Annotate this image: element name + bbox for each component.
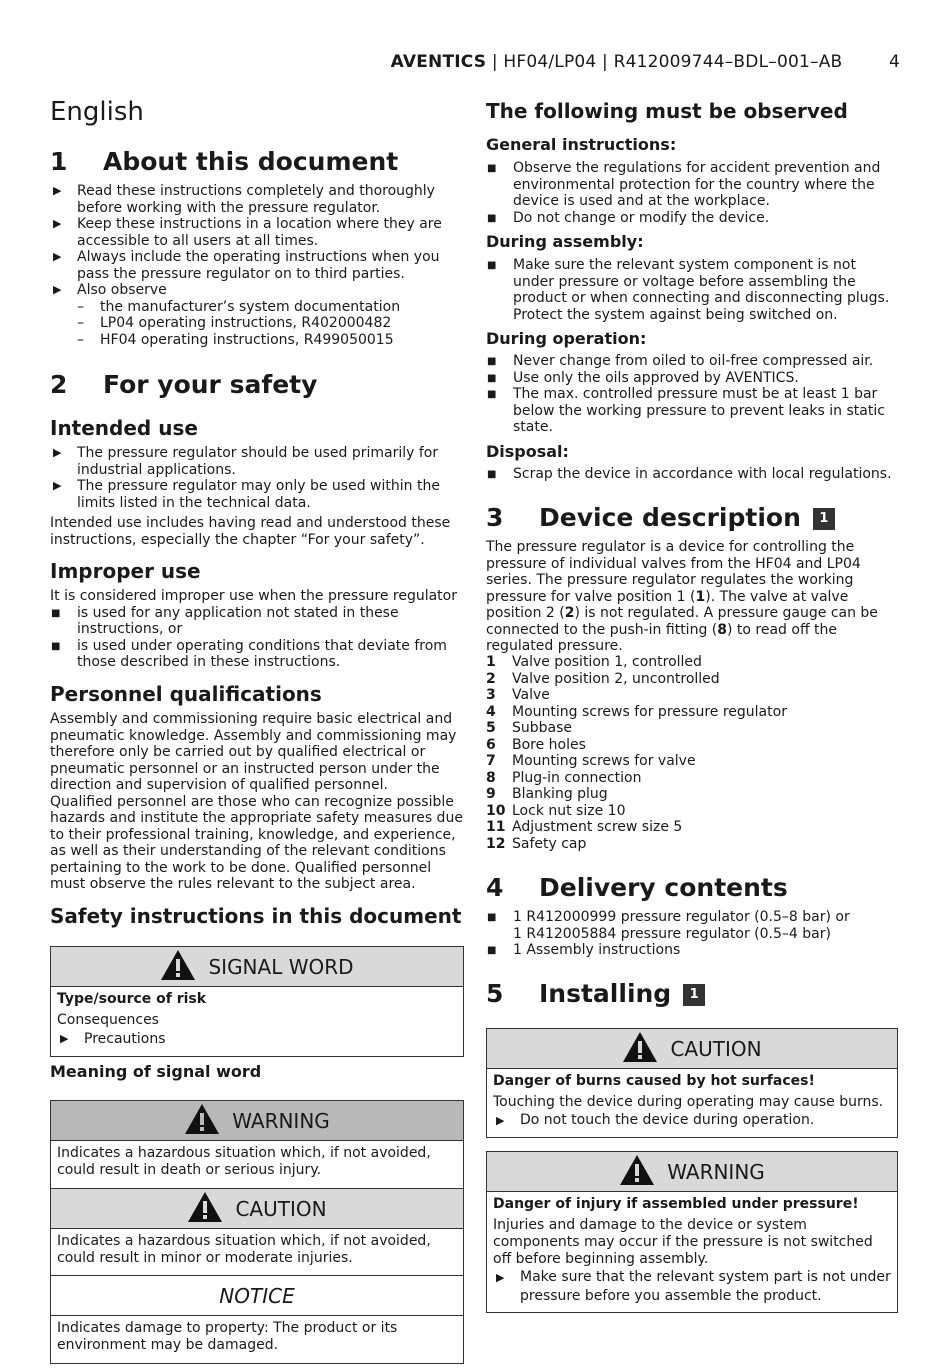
legend-item: 12 Safety cap: [486, 835, 587, 852]
list-item: ■ Never change from oiled to oil-free compressed air.: [487, 353, 874, 369]
consequences: Touching the device during operating may cause burns.: [493, 1094, 884, 1110]
figure-reference-badge: 1: [813, 508, 835, 530]
caution-box: [486, 1028, 898, 1138]
warning-triangle-icon: [184, 1103, 220, 1135]
arrow-bullet-icon: ▶: [496, 1114, 505, 1127]
warning-meaning: Indicates a hazardous situation which, if not avoided, could result in death or serious injury.: [51, 1141, 463, 1189]
consequences: Injuries and damage to the device or system components may occur if the pressure is not switched off before beginning assembly.: [493, 1217, 873, 1267]
sub-list-item: – the manufacturer’s system documentation: [77, 298, 401, 315]
brand-name: AVENTICS: [390, 52, 487, 72]
list-item: ■ is used for any application not stated in these instructions, or: [51, 604, 399, 637]
page-number: 4: [888, 52, 900, 72]
precautions: ▶ Do not touch the device during operation.: [496, 1112, 815, 1128]
list-item: ■ Scrap the device in accordance with local regulations.: [487, 466, 892, 482]
arrow-bullet-icon: ▶: [53, 479, 62, 492]
operation-list: [486, 353, 898, 436]
delivery-list: [486, 909, 898, 959]
section-3-heading: [486, 503, 898, 532]
square-bullet-icon: ■: [487, 469, 497, 480]
general-instructions-list: [486, 160, 898, 226]
caution-bar: CAUTION: [487, 1029, 897, 1069]
square-bullet-icon: ■: [51, 640, 61, 652]
risk-type: Danger of injury if assembled under pressure!: [493, 1196, 859, 1212]
warning-bar: WARNING: [51, 1101, 463, 1141]
risk-type: Danger of burns caused by hot surfaces!: [493, 1073, 815, 1089]
notice-bar: NOTICE: [51, 1276, 463, 1316]
warning-triangle-icon: [187, 1191, 223, 1223]
square-bullet-icon: ■: [487, 372, 497, 384]
legend-item: 8 Plug-in connection: [486, 769, 642, 786]
improper-use-list: [50, 588, 464, 671]
device-description-text: The pressure regulator is a device for controlling the pressure of individual valves from the HF04 and LP04 series. The pressure regulator regulates the working pressure for valve position 1 (1). The valve at valve position 2 (2) is not regulated. A pressure gauge can be connected to the push-in fitting (8) to read off the regulated pressure.: [486, 539, 878, 654]
arrow-bullet-icon: ▶: [53, 184, 62, 197]
section-number: 2: [50, 370, 68, 399]
notice-meaning: Indicates damage to property: The product or its environment may be damaged.: [57, 1320, 398, 1353]
section-title: Installing: [539, 979, 672, 1008]
warning-triangle-icon: [622, 1031, 658, 1063]
list-item: ▶ Keep these instructions in a location where they are accessible to all users at all times.: [53, 216, 442, 249]
disposal-heading: Disposal:: [486, 442, 569, 461]
warning-triangle-icon: [619, 1154, 655, 1186]
meaning-heading: Meaning of signal word: [50, 1062, 262, 1081]
figure-reference-badge: 1: [683, 984, 705, 1006]
section-title: Device description: [539, 503, 801, 532]
document-id: | HF04/LP04 | R412009744–BDL–001–AB: [491, 52, 843, 72]
section-title: Delivery contents: [539, 873, 788, 902]
square-bullet-icon: ■: [487, 163, 497, 174]
section-number: 1: [50, 147, 68, 176]
section-title: About this document: [103, 147, 399, 176]
signal-word-bar: SIGNAL WORD: [51, 947, 463, 987]
section-number: 4: [486, 873, 504, 902]
precautions: ▶ Make sure that the relevant system part is not under pressure before you assemble the product.: [496, 1269, 891, 1304]
list-item: ■ Observe the regulations for accident prevention and environmental protection for the country where the device is used and at the workplace.: [487, 160, 881, 209]
legend-item: 10 Lock nut size 10: [486, 802, 626, 819]
list-item: ▶ The pressure regulator may only be used within the limits listed in the technical data.: [53, 478, 440, 511]
section-5-heading: [486, 979, 898, 1008]
legend-item: 2 Valve position 2, uncontrolled: [486, 670, 720, 687]
precautions: ▶ Precautions: [60, 1031, 166, 1047]
list-item: ▶ Also observe: [53, 282, 167, 298]
signal-meaning-box: [50, 1100, 464, 1364]
personnel-text: Assembly and commissioning require basic electrical and pneumatic knowledge. Assembly and commissioning may therefore only be carried out by qualified electrical or pneumatic personnel or an instructed person under the direction and supervision of qualified personnel. Qualified personnel are those who can recognize possible hazards and institute the appropriate safety measures due to their professional training, knowledge, and experience, as well as their understanding of the relevant conditions pertaining to the work to be done. Qualified personnel must observe the rules relevant to the subject area.: [50, 711, 463, 892]
square-bullet-icon: ■: [487, 912, 497, 923]
improper-use-heading: Improper use: [50, 559, 201, 583]
improper-use-intro: It is considered improper use when the pressure regulator: [50, 588, 457, 604]
square-bullet-icon: ■: [487, 945, 497, 956]
general-instructions-heading: General instructions:: [486, 135, 677, 154]
legend-item: 4 Mounting screws for pressure regulator: [486, 703, 787, 720]
arrow-bullet-icon: ▶: [496, 1271, 505, 1284]
list-item: ■ 1 R412000999 pressure regulator (0.5–8 bar) or 1 R412005884 pressure regulator (0.5–4 bar): [487, 909, 850, 942]
assembly-list: [486, 257, 898, 323]
legend-item: 9 Blanking plug: [486, 786, 608, 802]
square-bullet-icon: ■: [487, 389, 497, 400]
square-bullet-icon: ■: [51, 607, 61, 619]
section-2-heading: [50, 370, 464, 399]
section-1-list: [50, 183, 464, 348]
legend-item: 3 Valve: [486, 687, 550, 703]
legend-item: 11 Adjustment screw size 5: [486, 819, 683, 835]
section-number: 3: [486, 503, 504, 532]
disposal-list: [486, 466, 898, 483]
list-item: ■ 1 Assembly instructions: [487, 942, 681, 958]
section-4-heading: [486, 873, 898, 902]
risk-type: Type/source of risk: [57, 991, 207, 1007]
language-heading: English: [50, 97, 144, 127]
arrow-bullet-icon: ▶: [53, 217, 62, 230]
square-bullet-icon: ■: [487, 356, 497, 367]
intended-use-text: Intended use includes having read and understood these instructions, especially the chapter “For your safety”.: [50, 515, 451, 548]
caution-meaning: Indicates a hazardous situation which, if not avoided, could result in minor or moderate injuries.: [51, 1229, 463, 1276]
list-item: ■ The max. controlled pressure must be at least 1 bar below the working pressure to prevent leaks in static state.: [487, 386, 885, 435]
consequences: Consequences: [57, 1012, 159, 1028]
arrow-bullet-icon: ▶: [53, 446, 62, 459]
list-item: ▶ Always include the operating instructions when you pass the pressure regulator on to third parties.: [53, 249, 440, 282]
section-number: 5: [486, 979, 504, 1008]
assembly-heading: During assembly:: [486, 232, 644, 251]
warning-box: [486, 1151, 898, 1313]
arrow-bullet-icon: ▶: [60, 1032, 69, 1045]
list-item: ▶ The pressure regulator should be used primarily for industrial applications.: [53, 445, 439, 478]
sub-list-item: – HF04 operating instructions, R499050015: [77, 331, 394, 348]
list-item: ▶ Read these instructions completely and thoroughly before working with the pressure regulator.: [53, 183, 435, 216]
arrow-bullet-icon: ▶: [53, 250, 62, 263]
legend-item: 6 Bore holes: [486, 736, 586, 753]
figure-legend: [486, 654, 898, 852]
safety-instructions-heading: Safety instructions in this document: [50, 904, 462, 928]
intended-use-list: [50, 445, 464, 548]
legend-item: 1 Valve position 1, controlled: [486, 654, 702, 670]
operation-heading: During operation:: [486, 329, 647, 348]
signal-word-box: [50, 946, 464, 1057]
personnel-heading: Personnel qualifications: [50, 682, 322, 706]
legend-item: 7 Mounting screws for valve: [486, 753, 696, 769]
section-1-heading: [50, 147, 464, 176]
observe-heading: The following must be observed: [486, 99, 848, 123]
square-bullet-icon: ■: [487, 212, 497, 224]
intended-use-heading: Intended use: [50, 416, 198, 440]
section-title: For your safety: [103, 370, 318, 399]
legend-item: 5 Subbase: [486, 720, 573, 736]
square-bullet-icon: ■: [487, 260, 497, 271]
warning-triangle-icon: [160, 949, 196, 981]
warning-bar: WARNING: [487, 1152, 897, 1192]
sub-list-item: – LP04 operating instructions, R402000482: [77, 315, 392, 331]
running-header: [0, 52, 898, 72]
arrow-bullet-icon: ▶: [53, 283, 62, 296]
list-item: ■ is used under operating conditions that deviate from those described in these instructions.: [51, 637, 447, 670]
list-item: ■ Make sure the relevant system component is not under pressure or voltage before assembling the product or when connecting and disconnecting plugs. Protect the system against being switched on.: [487, 257, 890, 323]
list-item: ■ Do not change or modify the device.: [487, 209, 770, 226]
list-item: ■ Use only the oils approved by AVENTICS.: [487, 369, 799, 386]
caution-bar: CAUTION: [51, 1189, 463, 1229]
